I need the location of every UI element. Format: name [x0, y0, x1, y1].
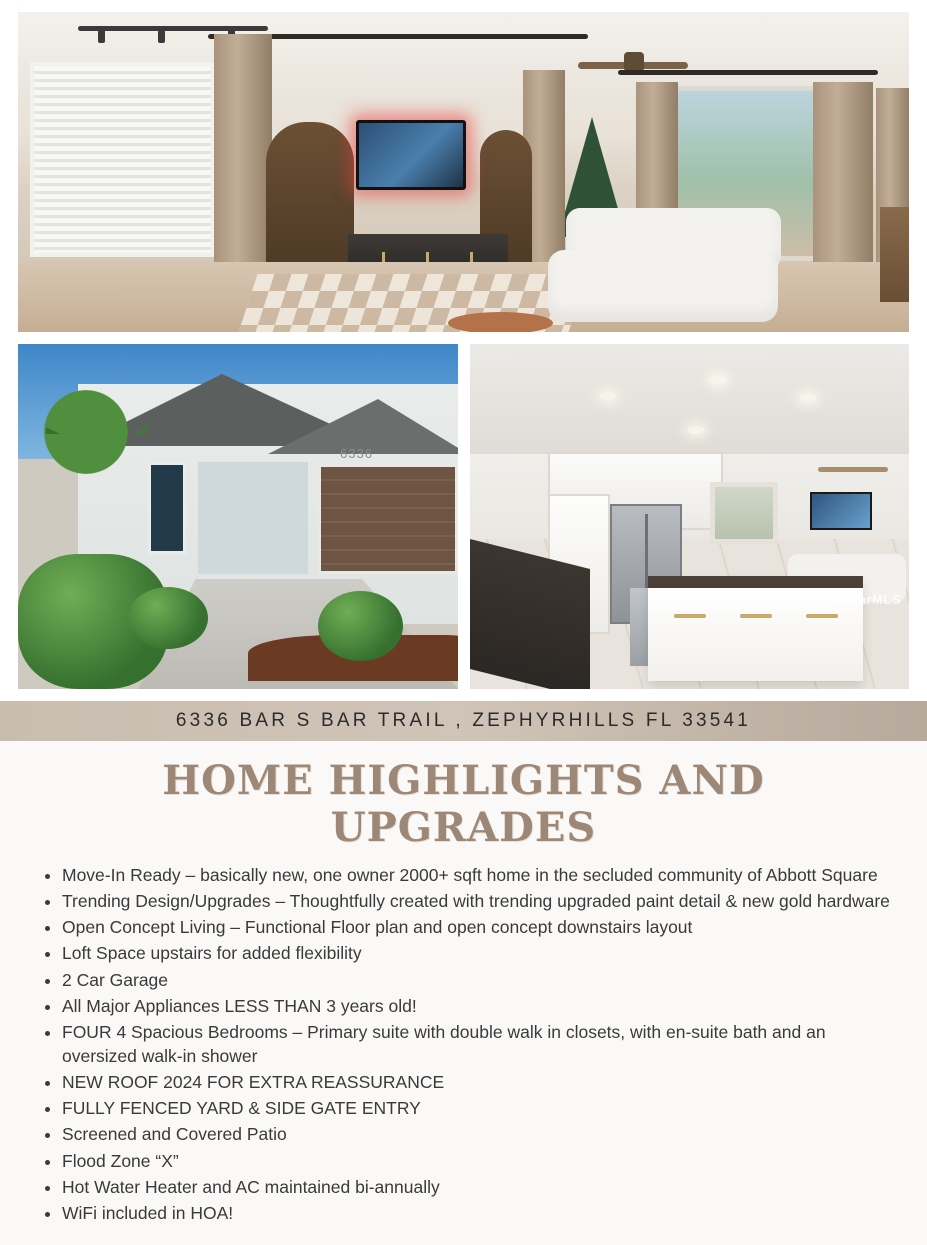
- track-light-icon: [78, 26, 268, 31]
- photo-row: [18, 344, 909, 689]
- recessed-light-icon: [688, 426, 704, 434]
- list-item: • Trending Design/Upgrades – Thoughtfully created with trending upgraded paint detail & new gold hardware: [62, 889, 899, 913]
- house-number: 6336: [340, 446, 373, 461]
- sectional-sofa: [548, 250, 778, 322]
- list-item: • Open Concept Living – Functional Floor plan and open concept downstairs layout: [62, 915, 899, 939]
- list-item: • All Major Appliances LESS THAN 3 years old!: [62, 994, 899, 1018]
- wall-mounted-tv: [356, 120, 466, 190]
- home-exterior-front-photo: [18, 344, 458, 689]
- mls-watermark: StellarMLS: [828, 592, 901, 607]
- dining-chair: [880, 207, 909, 302]
- list-item: • FULLY FENCED YARD & SIDE GATE ENTRY: [62, 1096, 899, 1120]
- recessed-light-icon: [710, 376, 726, 384]
- list-item: • WiFi included in HOA!: [62, 1201, 899, 1225]
- garage-door: [318, 464, 458, 574]
- kitchen-photo: [470, 344, 910, 689]
- address-banner: [0, 701, 927, 741]
- list-item: • Flood Zone “X”: [62, 1149, 899, 1173]
- curtain-rod: [618, 70, 878, 75]
- ottoman: [448, 312, 553, 332]
- recessed-light-icon: [600, 392, 616, 400]
- list-item: • FOUR 4 Spacious Bedrooms – Primary suite with double walk in closets, with en-suite bath and an oversized walk-in shower: [62, 1020, 899, 1068]
- highlights-list: [28, 863, 899, 1225]
- ceiling: [470, 344, 910, 464]
- highlights-title: HOME HIGHLIGHTS AND UPGRADES: [162, 757, 765, 851]
- landscaping-bush: [128, 587, 208, 649]
- display-cabinet: [266, 122, 354, 267]
- list-item: • 2 Car Garage: [62, 968, 899, 992]
- living-room-tv: [810, 492, 872, 530]
- ceiling-fan-icon: [818, 462, 888, 476]
- list-item: • Loft Space upstairs for added flexibility: [62, 941, 899, 965]
- kitchen-window: [710, 482, 778, 544]
- recessed-light-icon: [800, 394, 816, 402]
- highlights-section: [0, 741, 927, 1245]
- list-item: • Screened and Covered Patio: [62, 1122, 899, 1146]
- front-door: [148, 462, 186, 554]
- list-item: • NEW ROOF 2024 FOR EXTRA REASSURANCE: [62, 1070, 899, 1094]
- landscaping-bush: [318, 591, 403, 661]
- list-item: • Hot Water Heater and AC maintained bi-annually: [62, 1175, 899, 1199]
- palm-tree: [26, 354, 146, 484]
- window-blinds: [30, 62, 215, 257]
- list-item: • Move-In Ready – basically new, one owner 2000+ sqft home in the secluded community of Abbott Square: [62, 863, 899, 887]
- exterior-wall: [198, 462, 308, 574]
- property-address: 6336 BAR S BAR TRAIL , ZEPHYRHILLS FL 33541: [175, 710, 752, 731]
- living-room-photo: [18, 12, 909, 332]
